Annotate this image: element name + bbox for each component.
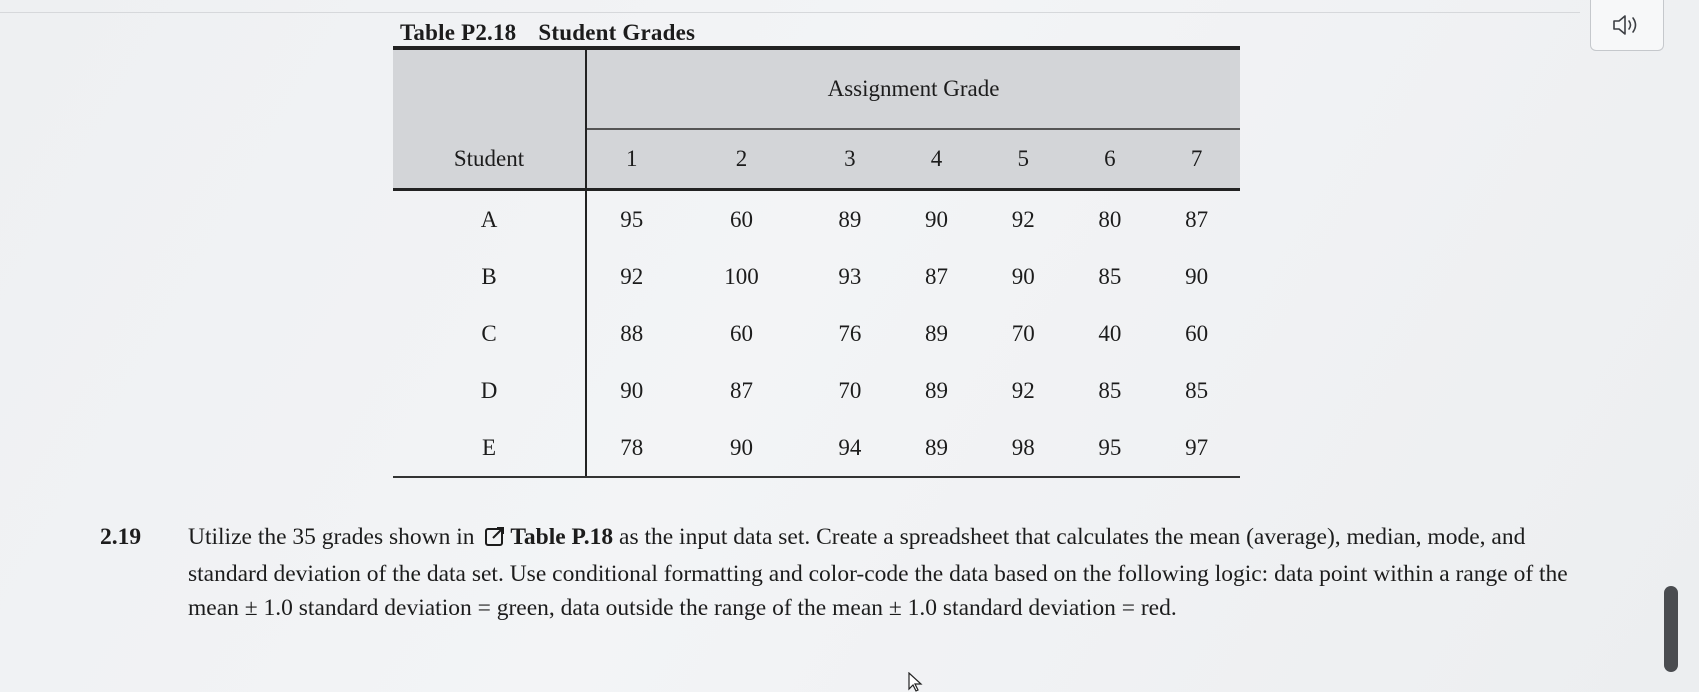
table-reference-link[interactable]: Table P.18 [510, 524, 614, 550]
assignment-header: 6 [1067, 129, 1154, 190]
grade-cell: 78 [586, 419, 676, 477]
grade-cell: 92 [1011, 377, 1035, 403]
grade-cell: 90 [1011, 263, 1035, 289]
grade-cell: 93 [838, 263, 862, 289]
grade-cell: 89 [925, 377, 949, 403]
problem-number: 2.19 [100, 524, 142, 550]
assignment-header: 3 [806, 129, 893, 190]
grade-cell: 90 [925, 206, 949, 232]
grade-cell: 80 [1098, 206, 1122, 232]
grade-cell: 90 [676, 419, 806, 477]
problem-text-intro: Utilize the 35 grades shown in [188, 524, 475, 550]
grade-cell: 95 [620, 206, 644, 232]
student-cell: B [393, 248, 586, 305]
top-divider [0, 12, 1580, 13]
grade-cell: 88 [620, 320, 644, 346]
table-row [393, 305, 1240, 362]
grade-cell: 85 [1098, 377, 1122, 403]
grade-cell: 85 [1185, 377, 1209, 403]
grade-cell: 100 [724, 263, 759, 289]
mouse-cursor-icon [908, 672, 924, 692]
student-cell: C [393, 305, 586, 362]
grade-cell: 87 [1185, 206, 1209, 232]
assignment-header: 5 [980, 129, 1067, 190]
grade-cell: 97 [1153, 419, 1240, 477]
grade-cell: 89 [925, 320, 949, 346]
assignment-group-header: Assignment Grade [586, 48, 1240, 129]
grade-cell: 92 [1011, 206, 1035, 232]
grade-cell: 92 [620, 263, 644, 289]
table-header-row [393, 129, 1240, 190]
grade-cell: 60 [729, 206, 753, 232]
grade-cell: 90 [1185, 263, 1209, 289]
grade-cell: 70 [1011, 320, 1035, 346]
grades-table [393, 46, 1240, 478]
grade-cell: 70 [838, 377, 862, 403]
problem-text-body: as the input data set. Create a spreadsheet that calculates the mean (average), median, mode, and standard deviation of the data set. Use conditional formatting and color-code the data based on the following logic: data point within a range of the mean ± 1.0 standard deviation = green, data outside the range of the mean ± 1.0 standard deviation = red. [188, 524, 1568, 621]
student-cell: D [393, 362, 586, 419]
table-row [393, 190, 1240, 249]
student-cell: A [393, 190, 586, 249]
student-header-spacer [393, 48, 586, 129]
student-cell: E [393, 419, 586, 477]
table-caption [400, 20, 695, 46]
assignment-header: 7 [1153, 129, 1240, 190]
table-caption-title: Student Grades [538, 20, 696, 45]
problem-text [188, 520, 1568, 625]
vertical-scrollbar[interactable] [1664, 586, 1678, 672]
grade-cell: 60 [1185, 320, 1209, 346]
table-caption-number: Table P2.18 [400, 20, 517, 45]
grade-cell: 87 [729, 377, 753, 403]
grade-cell: 98 [980, 419, 1067, 477]
read-aloud-button[interactable] [1590, 0, 1664, 51]
grade-cell: 90 [620, 377, 644, 403]
table-row [393, 248, 1240, 305]
assignment-header: 4 [893, 129, 980, 190]
grade-cell: 85 [1098, 263, 1122, 289]
speaker-icon [1612, 14, 1642, 36]
grade-cell: 76 [838, 320, 862, 346]
external-link-icon[interactable] [484, 523, 506, 557]
grade-cell: 95 [1067, 419, 1154, 477]
grade-cell: 89 [838, 206, 862, 232]
table-header-row-group [393, 48, 1240, 129]
assignment-header: 2 [676, 129, 806, 190]
grade-cell: 40 [1098, 320, 1122, 346]
grade-cell: 94 [806, 419, 893, 477]
grade-cell: 89 [893, 419, 980, 477]
student-column-header: Student [393, 129, 586, 190]
grade-cell: 87 [925, 263, 949, 289]
assignment-header: 1 [586, 129, 676, 190]
table-row [393, 419, 1240, 477]
table-row [393, 362, 1240, 419]
grade-cell: 60 [729, 320, 753, 346]
